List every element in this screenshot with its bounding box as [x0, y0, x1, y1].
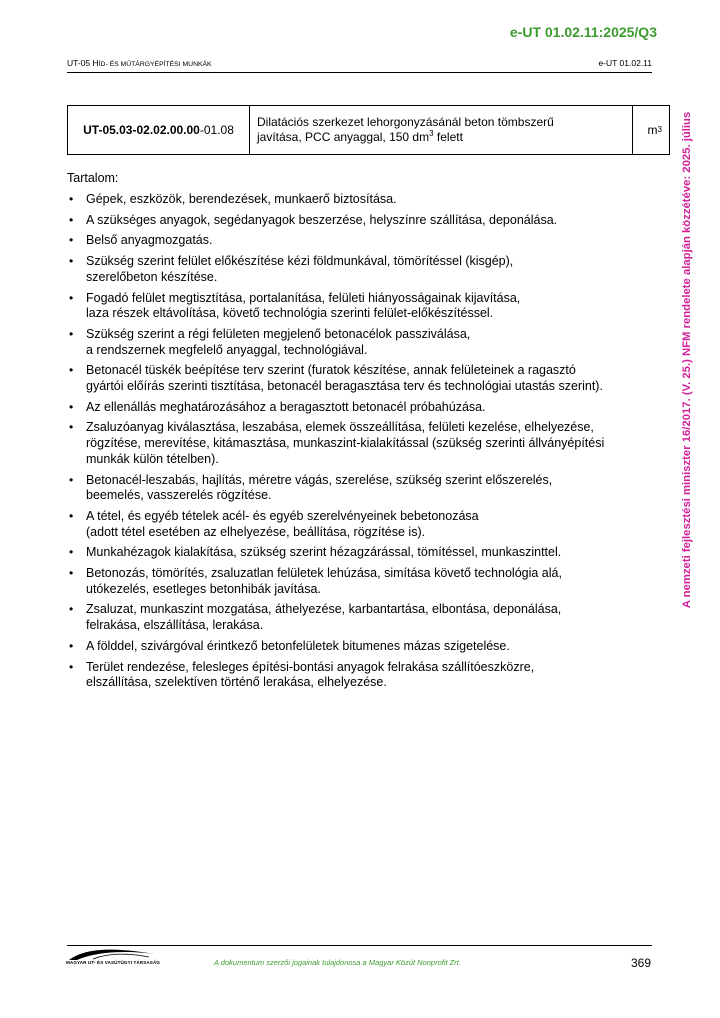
bullet-icon: •: [69, 212, 74, 227]
bullet-icon: •: [69, 363, 74, 378]
bullet-icon: •: [69, 602, 74, 617]
bullet-icon: •: [69, 508, 74, 523]
bullet-icon: •: [69, 566, 74, 581]
bullet-icon: •: [69, 192, 74, 206]
bullet-icon: •: [69, 638, 74, 653]
organization-logo: [63, 948, 168, 972]
list-item: • Betonozás, tömörítés, zsaluzatlan felületek lehúzása, simítása követő technológia alá, utókezelés, esetleges betonhibák javítása.: [69, 566, 562, 596]
list-item: • Szükség szerint felület előkészítése kézi földmunkával, tömörítéssel (kisgép), szerelőbeton készítése.: [69, 254, 514, 284]
footer-divider: [67, 945, 652, 946]
list-item: • Szükség szerint a régi felületen megjelenő betonacélok passziválása, a rendszernek megfelelő anyaggal, technológiával.: [69, 326, 471, 357]
item-code-main: UT-05.03-02.02.00.00: [83, 123, 200, 137]
header-document-id: e-UT 01.02.11: [598, 58, 652, 68]
list-item: • Gépek, eszközök, berendezések, munkaerő biztosítása.: [69, 192, 397, 206]
item-code-suffix: -01.08: [199, 123, 234, 137]
list-item: • Terület rendezése, felesleges építési-bontási anyagok felrakása szállítóeszközre, elszállítása, szelektíven történő lerakása, elhelyezése.: [69, 659, 535, 690]
chapter-title: [67, 58, 212, 68]
content-title: Tartalom:: [67, 171, 119, 185]
bullet-icon: •: [69, 290, 74, 305]
bullet-icon: •: [69, 472, 74, 487]
item-description-line-2: javítása, PCC anyaggal, 150 $dm^3$ felett: [257, 129, 463, 144]
item-table: [67, 105, 670, 155]
organization-logo-text: MAGYAR UT- ÉS VASÚTÜGYI TÁRSASÁG: [66, 960, 161, 965]
document-code: e-UT 01.02.11:2025/Q3: [509, 24, 657, 40]
list-item: • Zsaluzóanyag kiválasztása, leszabása, elemek összeállítása, felületi kezelése, elhelyezése, rögzítése, merevítése, kitámasztása, munkaszint-kialakítással (szükség szerinti állványépítési munkák külön tételben).: [69, 420, 605, 466]
list-item: • A földdel, szivárgóval érintkező betonfelületek bitumenes mázas szigetelése.: [69, 638, 510, 653]
bullet-icon: •: [69, 254, 74, 269]
item-description: [250, 106, 633, 154]
publication-side-note-text: A nemzeti fejlesztési miniszter 16/2017. (V. 25.) NFM rendelete alapján közzétéve: 2025. július: [681, 111, 693, 609]
chapter-title-smallcaps: ÍD- ÉS MŰTÁRGYÉPÍTÉSI MUNKÁK: [98, 61, 212, 68]
chapter-title-prefix: UT-05 H: [67, 58, 99, 68]
item-unit: m 3: [647, 123, 662, 137]
page-number: 369: [630, 956, 651, 970]
item-description-line-1: Dilatációs szerkezet lehorgonyzásánál beton tömbszerű: [257, 115, 554, 129]
bullet-icon: •: [69, 545, 74, 560]
list-item: • Zsaluzat, munkaszint mozgatása, áthelyezése, karbantartása, elbontása, deponálása, felrakása, elszállítása, lerakása.: [69, 602, 562, 633]
list-item: • Az ellenállás meghatározásához a beragasztott betonacél próbahúzása.: [69, 399, 486, 414]
list-item: • A szükséges anyagok, segédanyagok beszerzése, helyszínre szállítása, deponálása.: [69, 212, 558, 227]
list-item: • Fogadó felület megtisztítása, portalanítása, felületi hiányosságainak kijavítása, laza részek eltávolítása, követő technológia szerinti felület-előkészítéssel.: [69, 290, 521, 321]
content-list: [67, 192, 652, 696]
bullet-icon: •: [69, 399, 74, 414]
bullet-icon: •: [69, 233, 74, 248]
copyright-note: A dokumentum szerzői jogainak tulajdonosa a Magyar Közút Nonprofit Zrt.: [214, 958, 461, 967]
bullet-icon: •: [69, 420, 74, 435]
list-item: • Betonacél tüskék beépítése terv szerint (furatok készítése, annak felületeinek a ragasztó gyártói előírás szerinti tisztítása, betonacél beragasztása terv és technológiai utastás szerint).: [69, 363, 603, 394]
list-item: • Munkahézagok kialakítása, szükség szerint hézagzárással, tömítéssel, munkaszinttel.: [69, 545, 562, 560]
bullet-icon: •: [69, 326, 74, 341]
list-item: • Belső anyagmozgatás.: [69, 233, 213, 248]
bullet-icon: •: [69, 659, 74, 674]
list-item: • Betonacél-leszabás, hajlítás, méretre vágás, szerelése, szükség szerint előszerelés, beemelés, vasszerelés rögzítése.: [69, 472, 553, 503]
running-header: [67, 58, 652, 73]
list-item: • A tétel, és egyéb tételek acél- és egyéb szerelvényeinek bebetonozása (adott tétel esetében az elhelyezése, beállítása, rögzítése is).: [69, 508, 479, 539]
item-code: [68, 106, 250, 154]
publication-side-note: [676, 95, 698, 625]
